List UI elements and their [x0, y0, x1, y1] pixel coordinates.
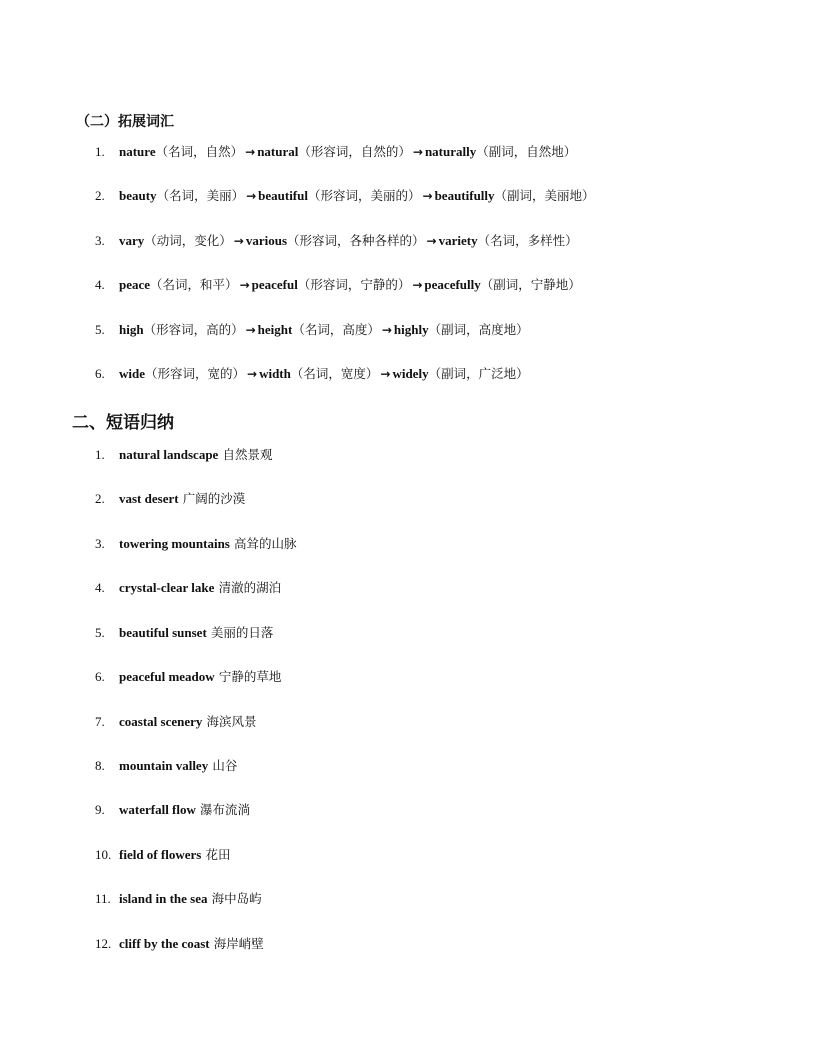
word-1: high: [119, 322, 144, 337]
phrase-english: peaceful meadow: [119, 669, 215, 684]
item-number: 12.: [95, 936, 112, 951]
pos-1: （形容词，宽的）: [145, 366, 246, 381]
word-2: peaceful: [251, 277, 298, 292]
phrase-chinese: 美丽的日落: [210, 625, 274, 640]
phrase-chinese: 海岸峭壁: [213, 936, 264, 951]
phrase-english: towering mountains: [119, 536, 230, 551]
pos-2: （名词，高度）: [292, 322, 380, 337]
pos-3: （副词，宁静地）: [480, 277, 581, 292]
word-1: peace: [119, 277, 151, 292]
pos-3: （名词，多样性）: [477, 233, 578, 248]
arrow-icon: →: [233, 234, 244, 248]
phrase-chinese: 自然景观: [222, 447, 273, 462]
word-2: various: [245, 233, 288, 248]
item-number: 6.: [95, 366, 105, 381]
phrase-english: vast desert: [119, 491, 179, 506]
word-2: natural: [257, 144, 299, 159]
arrow-icon: →: [247, 367, 258, 381]
word-3: widely: [392, 366, 429, 381]
phrase-english: coastal scenery: [119, 714, 203, 729]
pos-3: （副词，高度地）: [428, 322, 529, 337]
word-1: nature: [119, 144, 156, 159]
phrase-chinese: 广阔的沙漠: [182, 491, 246, 506]
word-1: wide: [119, 366, 145, 381]
word-2: beautiful: [258, 188, 308, 203]
item-number: 7.: [95, 714, 105, 729]
item-number: 10.: [95, 847, 112, 862]
pos-2: （形容词，各种各样的）: [287, 233, 425, 248]
word-2: width: [259, 366, 291, 381]
phrase-chinese: 清澈的湖泊: [218, 580, 282, 595]
pos-2: （形容词，宁静的）: [297, 277, 411, 292]
item-number: 6.: [95, 669, 105, 684]
item-number: 2.: [95, 491, 105, 506]
arrow-icon: →: [426, 234, 437, 248]
word-3: beautifully: [434, 188, 495, 203]
pos-2: （名词，宽度）: [290, 366, 379, 381]
item-number: 8.: [95, 758, 105, 773]
arrow-icon: →: [239, 278, 250, 292]
arrow-icon: →: [412, 145, 423, 159]
phrase-english: field of flowers: [119, 847, 202, 862]
pos-3: （副词，广泛地）: [428, 366, 529, 381]
phrase-chinese: 高耸的山脉: [234, 536, 297, 551]
pos-1: （动词，变化）: [144, 233, 232, 248]
pos-1: （形容词，高的）: [143, 322, 244, 337]
word-3: highly: [393, 322, 429, 337]
arrow-icon: →: [245, 145, 256, 159]
pos-1: （名词，和平）: [150, 277, 238, 292]
item-number: 3.: [95, 536, 105, 551]
arrow-icon: →: [245, 323, 256, 337]
arrow-icon: →: [412, 278, 423, 292]
phrase-english: waterfall flow: [119, 802, 196, 817]
arrow-icon: →: [422, 189, 433, 203]
item-number: 4.: [95, 580, 105, 595]
item-number: 2.: [95, 188, 105, 203]
phrases-heading: 二、短语归纳: [72, 413, 174, 433]
phrase-english: cliff by the coast: [119, 936, 210, 951]
item-number: 1.: [95, 144, 105, 159]
pos-1: （名词，自然）: [155, 144, 244, 159]
pos-3: （副词，自然地）: [476, 144, 577, 159]
phrase-english: natural landscape: [119, 447, 219, 462]
pos-2: （形容词，美丽的）: [307, 188, 421, 203]
vocab-heading: （二）拓展词汇: [76, 114, 174, 130]
item-number: 1.: [95, 447, 105, 462]
item-number: 4.: [95, 277, 105, 292]
item-number: 3.: [95, 233, 105, 248]
word-3: naturally: [424, 144, 477, 159]
arrow-icon: →: [381, 323, 392, 337]
word-1: beauty: [119, 188, 157, 203]
pos-1: （名词，美丽）: [156, 188, 245, 203]
phrase-english: island in the sea: [119, 891, 208, 906]
phrase-english: beautiful sunset: [119, 625, 207, 640]
word-2: height: [257, 322, 293, 337]
item-number: 11.: [95, 891, 111, 906]
phrase-chinese: 瀑布流淌: [200, 802, 251, 817]
item-number: 5.: [95, 322, 105, 337]
item-number: 9.: [95, 802, 105, 817]
word-1: vary: [119, 233, 145, 248]
phrase-chinese: 海滨风景: [206, 714, 257, 729]
arrow-icon: →: [380, 367, 391, 381]
word-3: variety: [438, 233, 478, 248]
phrase-chinese: 宁静的草地: [218, 669, 282, 684]
pos-3: （副词，美丽地）: [494, 188, 595, 203]
word-3: peacefully: [424, 277, 481, 292]
phrase-chinese: 花田: [205, 847, 231, 862]
phrase-chinese: 山谷: [212, 758, 238, 773]
phrase-chinese: 海中岛屿: [211, 891, 262, 906]
phrase-english: mountain valley: [119, 758, 209, 773]
pos-2: （形容词，自然的）: [298, 144, 411, 159]
item-number: 5.: [95, 625, 105, 640]
arrow-icon: →: [246, 189, 257, 203]
phrase-english: crystal-clear lake: [119, 580, 215, 595]
